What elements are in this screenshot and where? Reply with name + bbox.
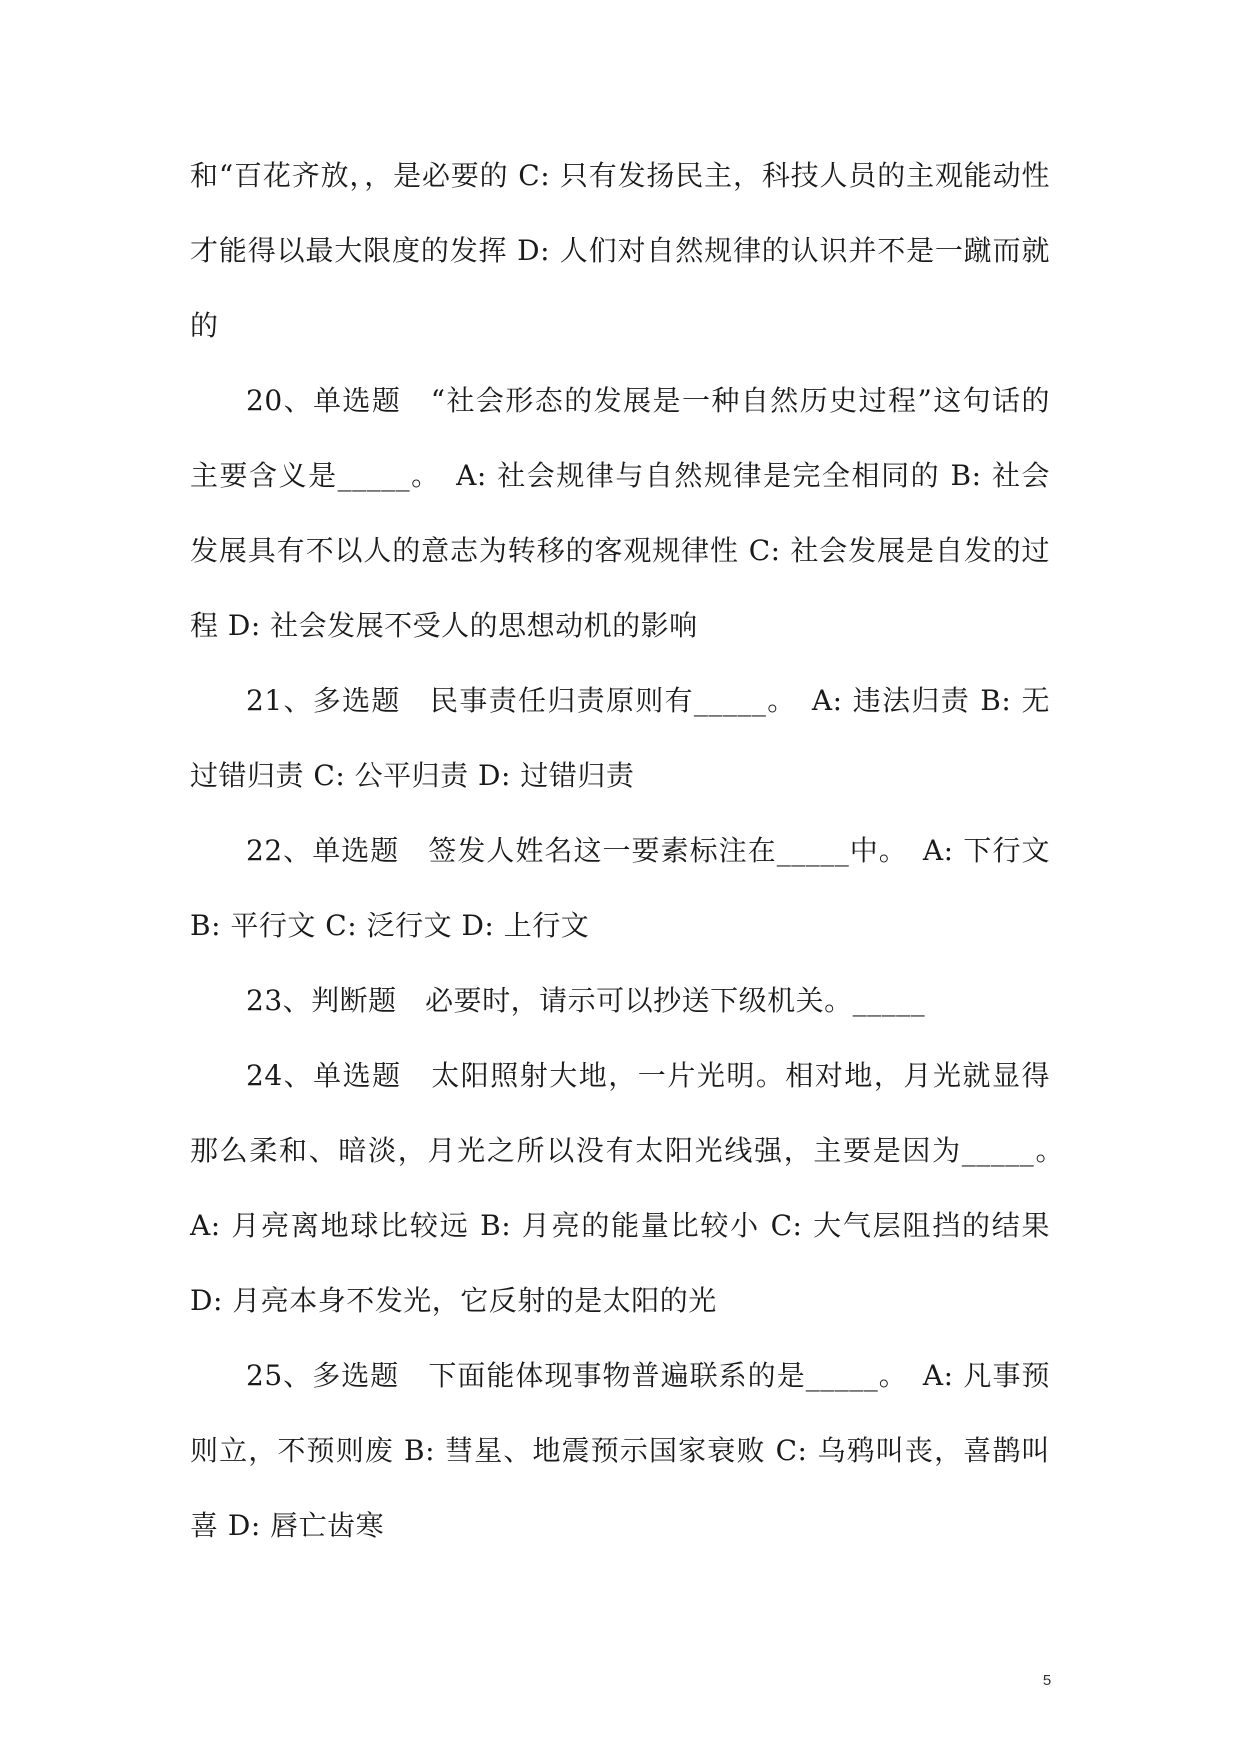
page-content [190,138,1079,1563]
question-25: 25、多选题 下面能体现事物普遍联系的是_____。 A: 凡事预则立，不预则废 B: 彗星、地震预示国家衰败 C: 乌鸦叫丧，喜鹊叫喜 D: 唇亡齿寒 [190,1359,1050,1542]
question-24: 24、单选题 太阳照射大地，一片光明。相对地，月光就显得那么柔和、暗淡，月光之所以没有太阳光线强，主要是因为_____。 A: 月亮离地球比较远 B: 月亮的能量比较小 C: 大气层阻挡的结果 D: 月亮本身不发光，它反射的是太阳的光 [190,1059,1079,1317]
page-number: 5 [1042,1672,1052,1689]
paragraph-continuation: 和“百花齐放，，是必要的 C: 只有发扬民主，科技人员的主观能动性才能得以最大限度的发挥 D: 人们对自然规律的认识并不是一蹴而就的 [190,159,1050,342]
question-20: 20、单选题 “社会形态的发展是一种自然历史过程”这句话的主要含义是_____。 A: 社会规律与自然规律是完全相同的 B: 社会发展具有不以人的意志为转移的客观规律性 C: 社会发展是自发的过程 D: 社会发展不受人的思想动机的影响 [190,384,1050,642]
question-23: 23、判断题 必要时，请示可以抄送下级机关。_____ [246,984,926,1017]
question-21: 21、多选题 民事责任归责原则有_____。 A: 违法归责 B: 无过错归责 C: 公平归责 D: 过错归责 [190,684,1050,792]
question-22: 22、单选题 签发人姓名这一要素标注在_____中。 A: 下行文 B: 平行文 C: 泛行文 D: 上行文 [190,834,1050,942]
